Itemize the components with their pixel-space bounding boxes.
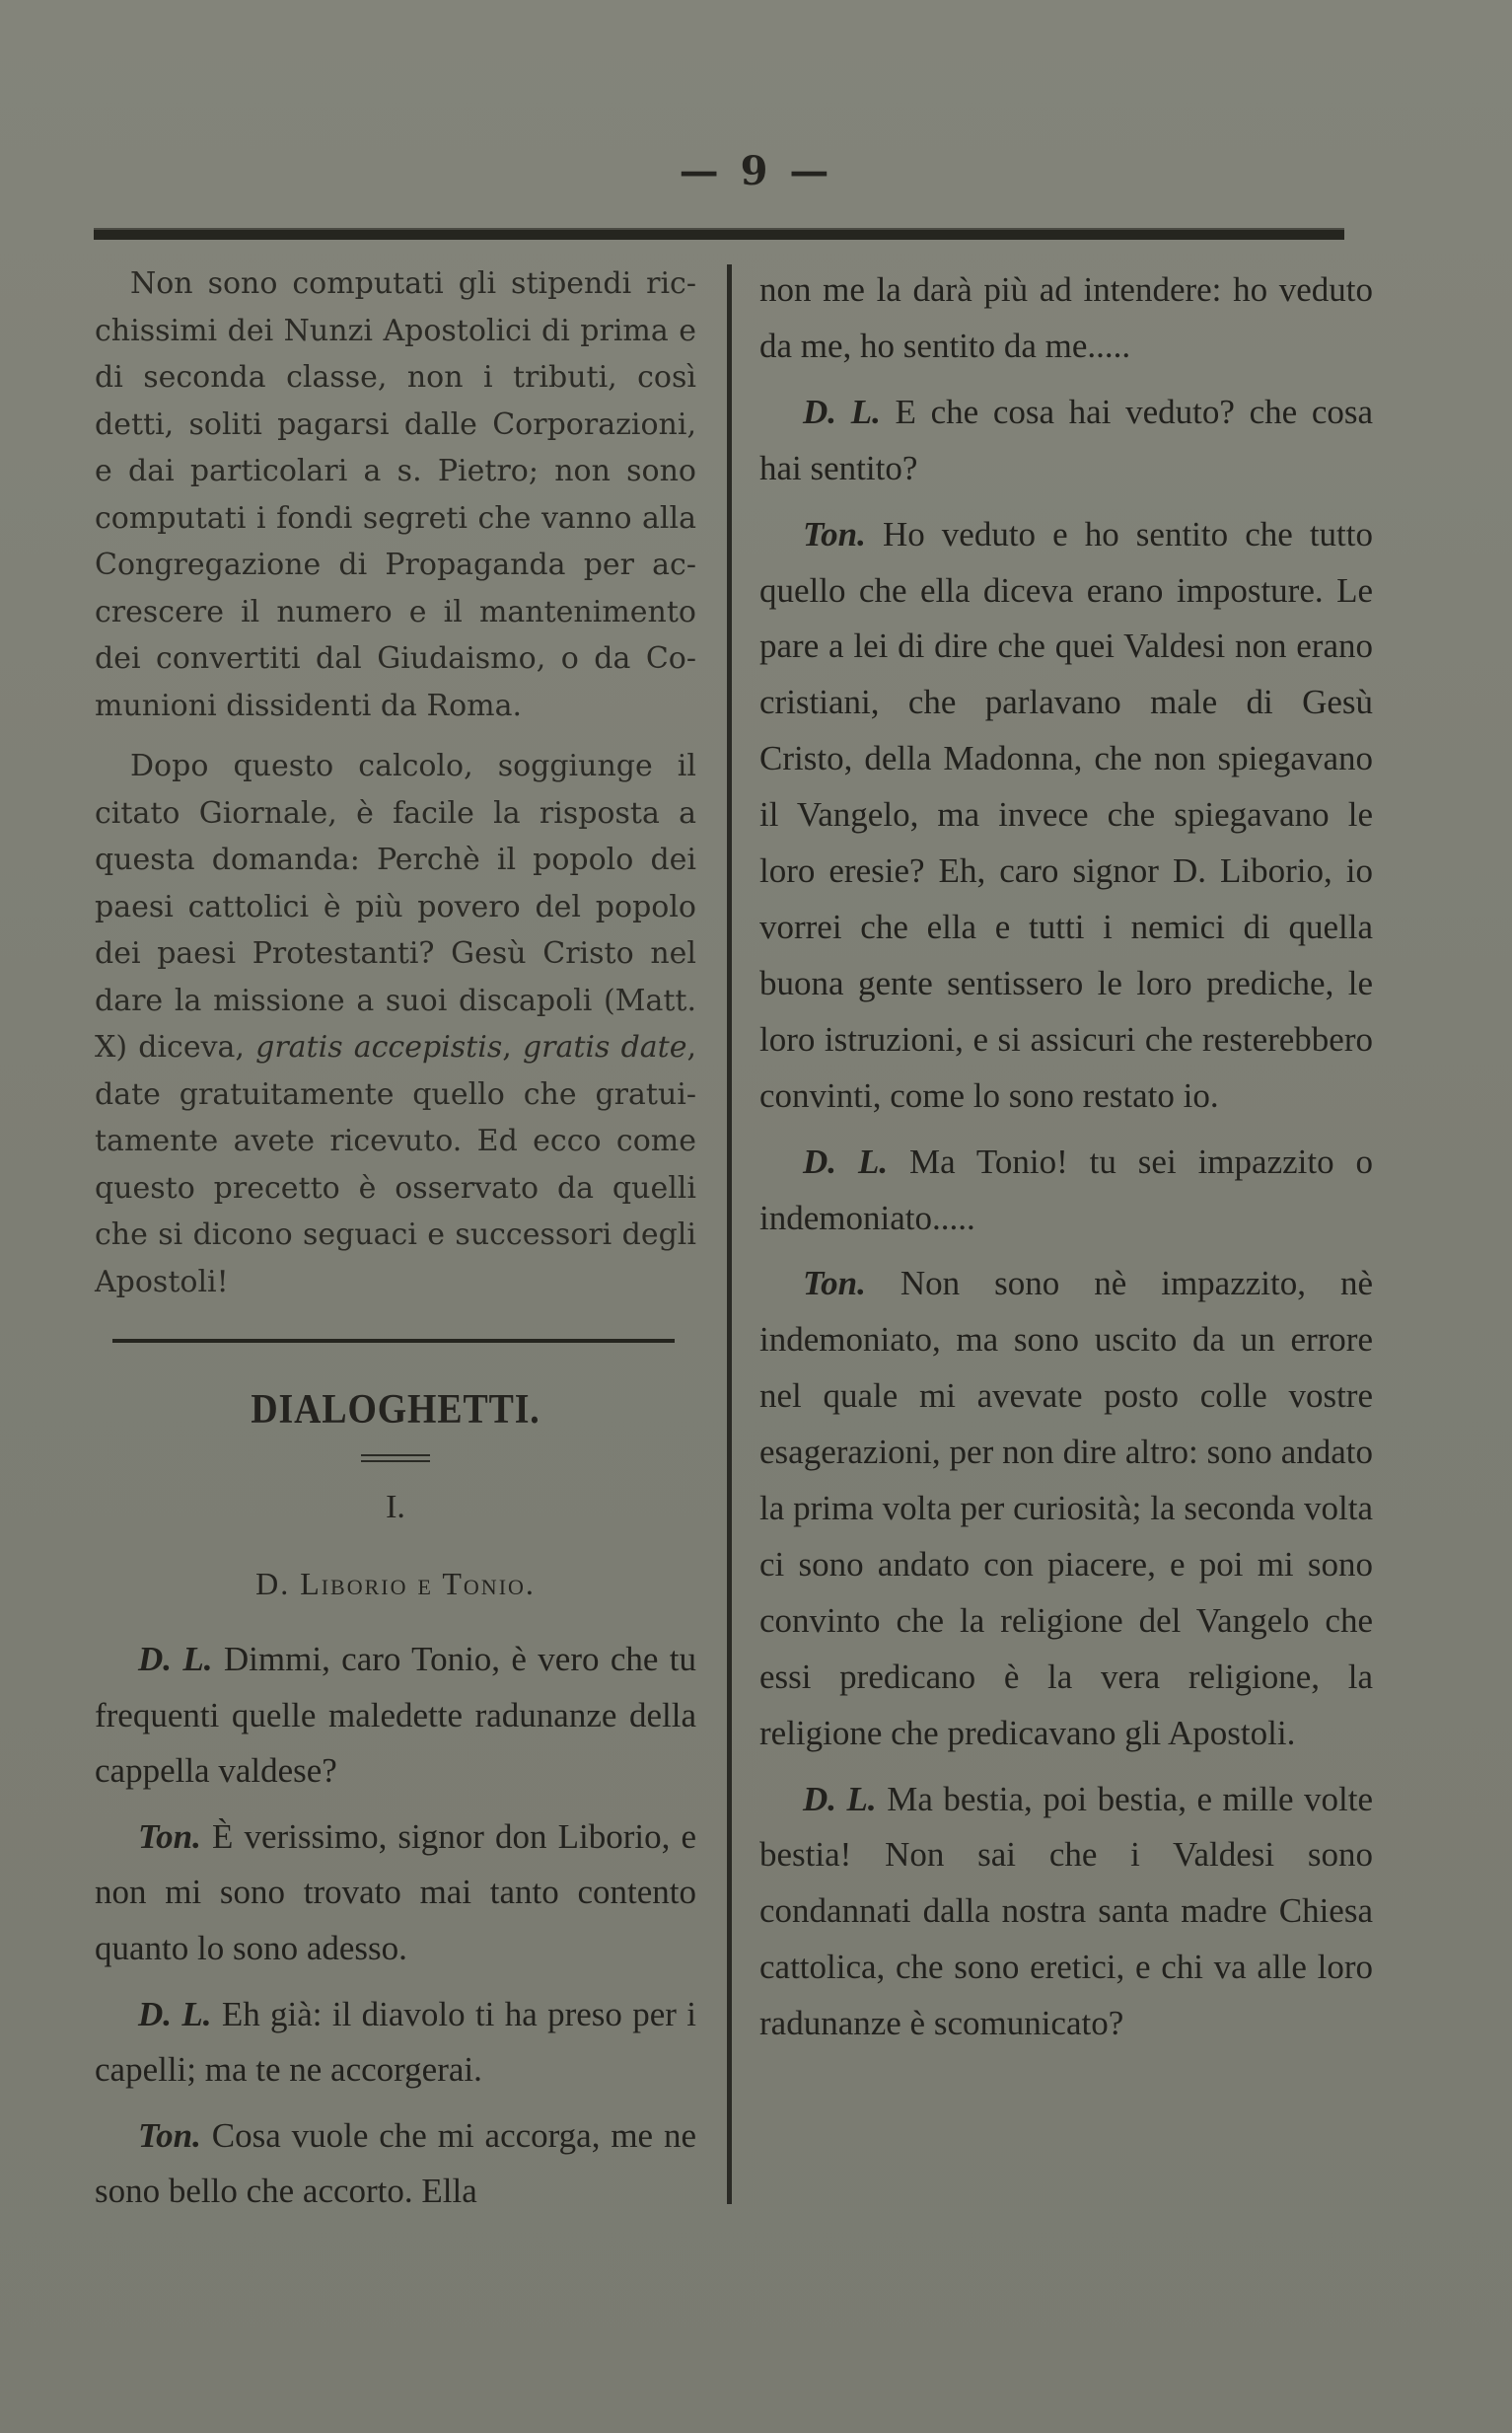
dialogue-line [95,1809,696,1977]
dialogue-subtitle: D. Liborio e Tonio. [255,1566,536,1601]
line-text: Non sono nè impazzito, nè indemoniato, ma sono uscito da un errore nel quale mi avevate posto colle vostre esagerazioni, per non dire altro: sono andato la prima volta per curiosità; la seconda volta ci sono andato con piacere, e poi mi sono convinto che la religione del Vangelo che essi predicano è la vera religione, la religione che predicavano gli Apostoli. [759,1264,1373,1752]
left-column [95,260,696,2230]
dialogue-left [95,1632,696,2220]
title-ornament [361,1453,430,1463]
dialogue-line [759,262,1373,375]
speaker: D. L. [803,392,881,431]
dialogue-line [759,507,1373,1125]
line-text: E che cosa hai veduto? che cosa hai sentito? [759,392,1374,487]
line-text: Ho veduto e ho sentito che tutto quello che ella diceva erano imposture. Le pare a lei di dire che quei Valdesi non erano cristiani, che parlavano male di Gesù Cristo, della Madonna, che non spiegavano il Vangelo, ma invece che spiegavano le loro eresie? Eh, caro signor D. Liborio, io vorrei che ella e tutti i nemici di quella buona gente sentissero le loro prediche, le loro istruzioni, e si assicuri che resterebbero convinti, come lo sono restato io. [759,514,1373,1115]
dialogue-line [759,385,1373,497]
dialogue-line [95,1632,696,1800]
punctuation: , [502,1030,523,1065]
line-text: Eh già: il diavolo ti ha preso per i capelli; ma te ne accorgerai. [95,1994,696,2090]
dialogue-line [95,2108,696,2220]
speaker: D. L. [138,1994,212,2033]
dialogue-line [759,1135,1373,1247]
line-text: Ma bestia, poi bestia, e mille volte bestia! Non sai che i Valdesi sono condannati dalla nostra santa madre Chiesa cattolica, che sono eretici, e chi va alle loro radunanze è scomunicato? [759,1779,1373,2043]
speaker: Ton. [803,1264,866,1303]
latin-quote: gratis date [522,1030,687,1065]
speaker: Ton. [138,2115,201,2155]
page-number: — 9 — [679,148,833,194]
speaker: D. L. [803,1142,889,1181]
speaker: Ton. [138,1816,201,1856]
paragraph: Non sono computati gli stipendi ricchissimi dei Nunzi Apostolici di prima e di seconda classe, non i tributi, così detti, soliti pagarsi dalle Corporazioni, e dai particolari a s. Pietro; non sono computati i fondi segreti che vanno alla Congregazione di Propaganda per accrescere il numero e il mantenimento dei convertiti dal Giudaismo, o da Comunioni dissidenti da Roma. [95,266,696,723]
line-text: Ma Tonio! tu sei impazzito o indemoniato..... [759,1142,1373,1237]
paragraph [95,743,696,1305]
dialogue-line [759,1772,1373,2053]
dialogue-line [95,1987,696,2099]
header-rule [94,228,1344,240]
latin-quote: gratis accepistis [255,1030,503,1065]
line-text: Cosa vuole che mi accorga, me ne sono bello che accorto. Ella [95,2115,696,2211]
line-text: Dimmi, caro Tonio, è vero che tu frequenti quelle maledette radunanze della cappella valdese? [95,1640,697,1791]
line-text: non me la darà più ad intendere: ho veduto da me, ho sentito da me..... [759,270,1373,365]
speaker: Ton. [803,514,866,553]
dialogue-line [759,1256,1373,1761]
column-divider [727,264,732,2204]
section-number: I. [386,1489,405,1525]
section-title: DIALOGHETTI. [251,1387,540,1433]
line-text: È verissimo, signor don Liborio, e non mi sono trovato mai tanto contento quanto lo sono adesso. [95,1816,696,1967]
speaker: D. L. [138,1640,213,1678]
paragraph-text: , date gratuitamente quello che gratuitamente avete ricevuto. Ed ecco come questo precetto è osservato da quelli che si dicono seguaci e successori degli Apostoli! [95,1030,697,1299]
speaker: D. L. [803,1779,877,1818]
essay-text [95,260,696,1305]
right-column [759,262,1373,2062]
section-rule [112,1339,675,1343]
paragraph-text: Dopo questo calcolo, soggiunge il citato Giornale, è facile la risposta a questa domanda: Perchè il popolo dei paesi cattolici è più povero del popolo dei paesi Protestanti? Gesù Cristo nel dare la missione a suoi discapoli (Matt. X) diceva, [95,749,696,1065]
